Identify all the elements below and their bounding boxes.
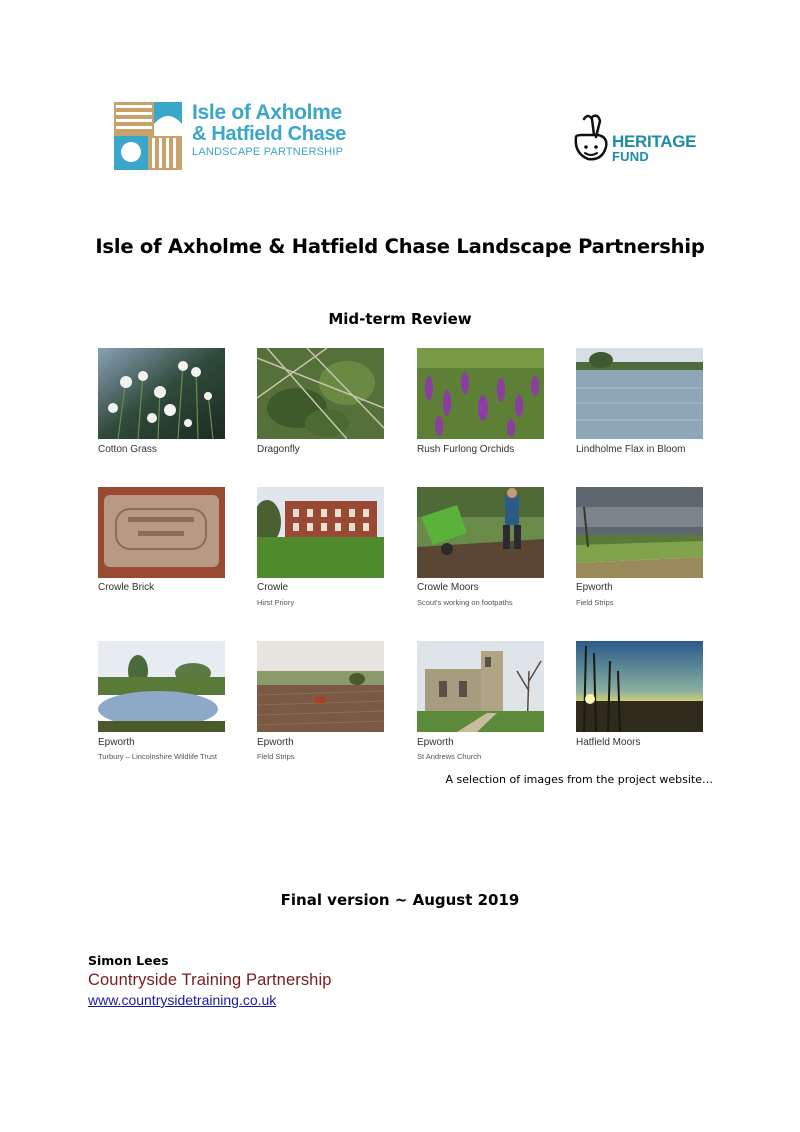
photo-dragonfly <box>257 348 384 439</box>
partnership-logo-line1: Isle of Axholme <box>192 101 342 124</box>
author-organisation: Countryside Training Partnership <box>88 971 332 989</box>
photo-cotton-grass <box>98 348 225 439</box>
photo-crowle-brick <box>98 487 225 578</box>
photo-subcaption: Field Strips <box>576 598 614 607</box>
photo-caption: Lindholme Flax in Bloom <box>576 444 686 455</box>
page-subtitle: Mid-term Review <box>328 310 472 328</box>
photo-caption: Cotton Grass <box>98 444 157 455</box>
partnership-logo-emblem <box>114 102 182 170</box>
page-title: Isle of Axholme & Hatfield Chase Landscape Partnership <box>95 235 705 258</box>
website-link[interactable]: www.countrysidetraining.co.uk <box>88 992 277 1008</box>
heritage-fund-line1: HERITAGE <box>612 132 697 151</box>
photo-rush-furlong-orchids <box>417 348 544 439</box>
photo-caption: Epworth <box>98 737 135 748</box>
photo-subcaption: Field Strips <box>257 752 295 761</box>
photo-caption: Epworth <box>257 737 294 748</box>
author-name: Simon Lees <box>88 953 169 968</box>
photo-caption: Epworth <box>417 737 454 748</box>
photo-crowle-hirst-priory <box>257 487 384 578</box>
photo-caption: Crowle <box>257 582 289 593</box>
photo-epworth-field-strips <box>576 487 703 578</box>
version-line: Final version ~ August 2019 <box>280 891 520 909</box>
photo-caption: Hatfield Moors <box>576 737 641 748</box>
partnership-logo <box>114 102 364 172</box>
photo-caption: Epworth <box>576 582 613 593</box>
photo-caption: Crowle Brick <box>98 582 155 593</box>
photo-epworth-field-strips-2 <box>257 641 384 732</box>
photo-caption: Rush Furlong Orchids <box>417 444 515 455</box>
photo-subcaption: Scout's working on footpaths <box>417 598 513 607</box>
photo-subcaption: Hirst Priory <box>257 598 295 607</box>
photo-subcaption: St Andrews Church <box>417 752 482 761</box>
photo-epworth-st-andrews-church <box>417 641 544 732</box>
heritage-fund-logo <box>570 113 710 165</box>
gallery-note: A selection of images from the project website… <box>445 773 713 786</box>
photo-hatfield-moors <box>576 641 703 732</box>
photo-caption: Dragonfly <box>257 444 300 455</box>
photo-caption: Crowle Moors <box>417 582 479 593</box>
heritage-fund-line2: FUND <box>612 149 649 164</box>
photo-crowle-moors <box>417 487 544 578</box>
photo-subcaption: Turbury – Lincolnshire Wildlife Trust <box>98 752 217 761</box>
photo-epworth-turbury <box>98 641 225 732</box>
crossed-fingers-icon <box>570 113 612 165</box>
partnership-logo-line2: & Hatfield Chase <box>192 123 347 145</box>
partnership-logo-line3: LANDSCAPE PARTNERSHIP <box>192 146 344 158</box>
photo-lindholme-flax <box>576 348 703 439</box>
